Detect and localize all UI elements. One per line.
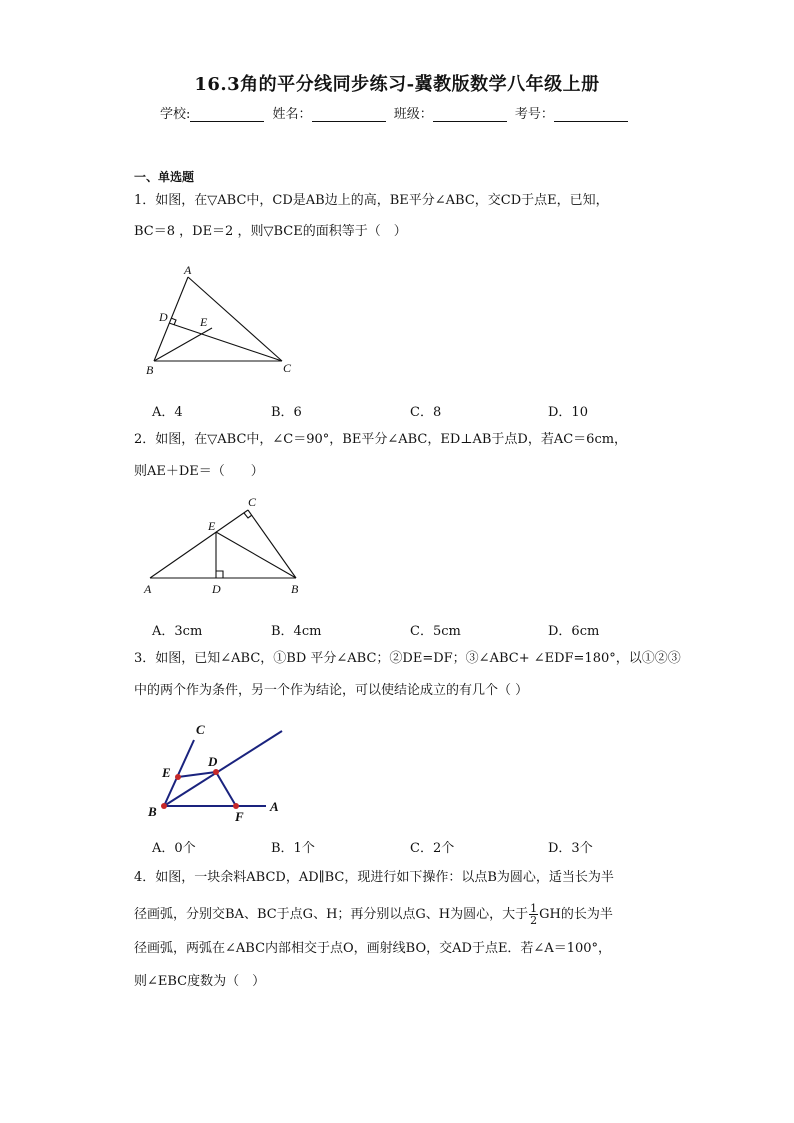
segment-df [216,772,236,806]
question-4-line-4: 则∠EBC度数为（ ） [134,974,266,989]
bisector-be [154,328,212,361]
label-d: D [208,754,218,769]
point-e [175,774,181,780]
q3-option-c[interactable]: C．2个 [410,841,455,856]
page-title: 16.3角的平分线同步练习-冀教版数学八年级上册 [194,74,600,95]
exam-number-label: 考号： [514,107,554,122]
q2-option-d[interactable]: D．6cm [548,624,600,639]
class-label: 班级： [393,107,433,122]
section-title: 一、单选题 [134,170,195,184]
q2-option-c[interactable]: C．5cm [410,624,461,639]
label-a: A [144,582,152,596]
question-4-line-1: 4．如图，一块余料ABCD，AD∥BC，现进行如下操作：以点B为圆心，适当长为半 [134,870,614,885]
question-2-figure [138,494,308,600]
label-d: D [212,582,221,596]
question-4-line-2 [134,903,613,926]
q2-option-b[interactable]: B．4cm [271,624,322,639]
question-4-line-3: 径画弧，两弧在∠ABC内部相交于点O，画射线BO，交AD于点E．若∠A＝100°， [134,941,612,956]
question-3-line-2: 中的两个作为条件，另一个作为结论，可以使结论成立的有几个（ ） [134,683,529,698]
label-e: E [208,519,216,533]
label-e: E [200,315,208,329]
question-2-line-2: 则AE＋DE＝（ ） [134,464,264,479]
school-blank [190,108,264,122]
q1-option-c[interactable]: C．8 [410,405,442,420]
fraction-denominator: 2 [530,914,538,927]
q2-option-a[interactable]: A．3cm [152,624,203,639]
question-1-figure [140,262,310,380]
label-b: B [148,804,157,819]
name-blank [312,108,386,122]
question-2-line-1: 2．如图，在▽ABC中，∠C＝90°，BE平分∠ABC，ED⊥AB于点D，若AC＝6cm， [134,432,628,447]
question-4-line-2-text: 径画弧，分别交BA、BC于点G、H；再分别以点G、H为圆心，大于 [134,907,529,922]
label-d: D [159,310,168,324]
label-c: C [196,722,205,737]
fraction-one-half [529,903,538,926]
school-label: 学校: [160,107,191,122]
label-b: B [146,363,154,377]
fraction-numerator: 1 [530,902,538,915]
class-blank [433,108,507,122]
side-cb [248,510,296,578]
q3-option-b[interactable]: B．1个 [271,841,315,856]
label-a: A [270,799,279,814]
label-a: A [184,263,192,277]
student-info-row [160,103,632,122]
point-b [161,803,167,809]
q1-option-a[interactable]: A．4 [152,405,183,420]
label-e: E [162,765,171,780]
question-3-figure [142,718,292,826]
altitude-cd [169,323,282,361]
q3-option-a[interactable]: A．0个 [152,841,196,856]
q1-option-b[interactable]: B．6 [271,405,302,420]
q1-option-d[interactable]: D．10 [548,405,588,420]
label-c: C [248,495,257,509]
point-d [213,769,219,775]
label-f: F [235,809,244,824]
right-angle-mark-d [216,571,223,578]
question-1-line-1: 1．如图，在▽ABC中，CD是AB边上的高，BE平分∠ABC，交CD于点E，已知， [134,193,609,208]
label-b: B [291,582,299,596]
exam-number-blank [554,108,628,122]
question-4-line-2-tail: GH的长为半 [539,907,613,922]
question-1-line-2: BC＝8 ，DE＝2 ，则▽BCE的面积等于（ ） [134,224,407,239]
bisector-be [216,532,296,578]
name-label: 姓名： [272,107,312,122]
question-3-line-1: 3．如图，已知∠ABC，①BD 平分∠ABC；②DE=DF；③∠ABC+ ∠EDF=180°，以①②③ [134,651,681,666]
q3-option-d[interactable]: D．3个 [548,841,593,856]
label-c: C [283,361,292,375]
side-ac [150,510,248,578]
